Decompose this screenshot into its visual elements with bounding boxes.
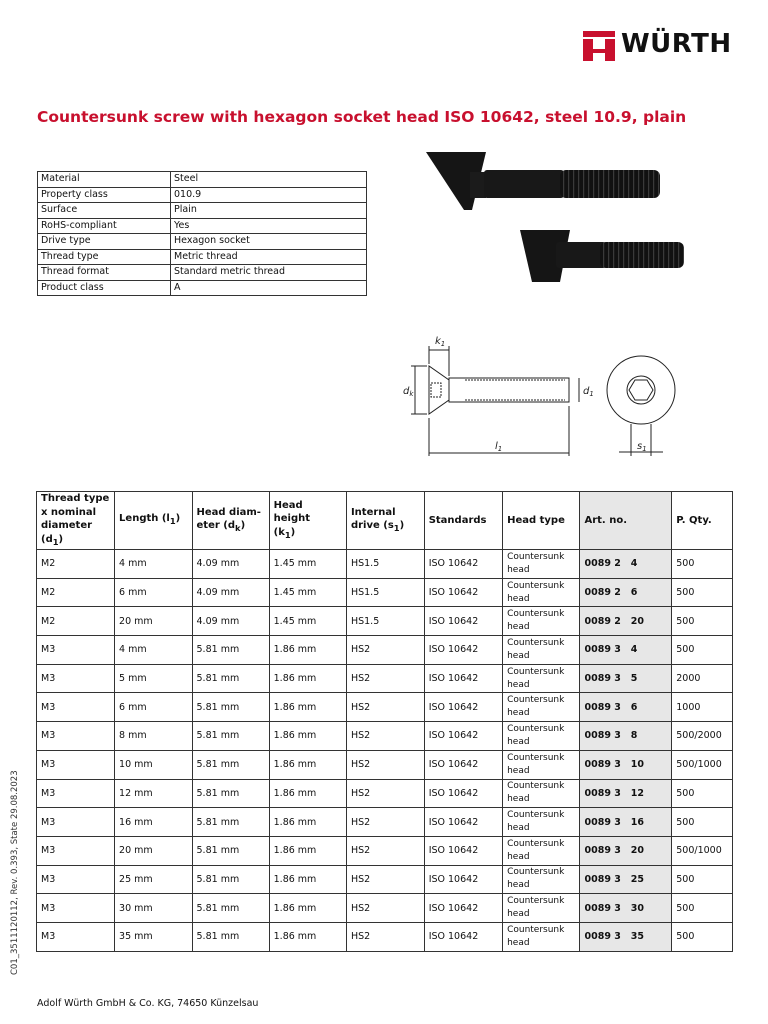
dim-k1-label: $k_1$ [435, 336, 446, 348]
property-row [38, 187, 367, 203]
cell-head-type: Countersunk head [503, 722, 580, 751]
page-title: Countersunk screw with hexagon socket head ISO 10642, steel 10.9, plain [37, 108, 687, 126]
cell-standard: ISO 10642 [424, 922, 502, 951]
cell-head-type: Countersunk head [503, 636, 580, 665]
cell-internal-drive: HS2 [346, 722, 424, 751]
table-row [37, 808, 733, 837]
col-internal-drive: Internal drive $(s_1)$ [346, 492, 424, 550]
cell-length: 4 mm [115, 636, 192, 665]
cell-length: 16 mm [115, 808, 192, 837]
table-row [37, 779, 733, 808]
cell-head-type: Countersunk head [503, 550, 580, 579]
cell-thread: M3 [37, 922, 115, 951]
cell-length: 25 mm [115, 865, 192, 894]
cell-head-type: Countersunk head [503, 607, 580, 636]
cell-length: 30 mm [115, 894, 192, 923]
cell-head-diameter: 5.81 mm [192, 693, 269, 722]
cell-head-diameter: 5.81 mm [192, 865, 269, 894]
cell-head-height: 1.86 mm [269, 722, 346, 751]
cell-standard: ISO 10642 [424, 578, 502, 607]
table-row [37, 922, 733, 951]
cell-head-diameter: 5.81 mm [192, 779, 269, 808]
cell-standard: ISO 10642 [424, 808, 502, 837]
cell-head-height: 1.45 mm [269, 578, 346, 607]
cell-length: 5 mm [115, 664, 192, 693]
cell-head-diameter: 5.81 mm [192, 808, 269, 837]
cell-head-type: Countersunk head [503, 578, 580, 607]
property-row [38, 172, 367, 188]
document-reference: C01_3511120112, Rev. 0.393, State 29.08.2023 [10, 770, 20, 975]
cell-internal-drive: HS2 [346, 808, 424, 837]
cell-standard: ISO 10642 [424, 693, 502, 722]
cell-standard: ISO 10642 [424, 664, 502, 693]
cell-head-height: 1.86 mm [269, 636, 346, 665]
property-row [38, 234, 367, 250]
cell-head-diameter: 5.81 mm [192, 922, 269, 951]
cell-length: 35 mm [115, 922, 192, 951]
table-row [37, 722, 733, 751]
cell-thread: M3 [37, 836, 115, 865]
cell-length: 20 mm [115, 607, 192, 636]
cell-pqty: 500 [672, 607, 733, 636]
cell-art-no: 0089 3 6 [580, 693, 672, 722]
cell-head-type: Countersunk head [503, 693, 580, 722]
cell-thread: M2 [37, 607, 115, 636]
cell-head-type: Countersunk head [503, 922, 580, 951]
cell-length: 20 mm [115, 836, 192, 865]
cell-head-height: 1.86 mm [269, 750, 346, 779]
footer-address: Adolf Würth GmbH & Co. KG, 74650 Künzelsau [37, 998, 259, 1009]
cell-standard: ISO 10642 [424, 722, 502, 751]
table-row [37, 836, 733, 865]
cell-internal-drive: HS2 [346, 894, 424, 923]
property-value: Yes [171, 218, 367, 234]
cell-length: 6 mm [115, 693, 192, 722]
cell-length: 4 mm [115, 550, 192, 579]
cell-head-diameter: 5.81 mm [192, 664, 269, 693]
cell-head-diameter: 5.81 mm [192, 750, 269, 779]
cell-art-no: 0089 3 10 [580, 750, 672, 779]
cell-thread: M3 [37, 808, 115, 837]
cell-thread: M3 [37, 693, 115, 722]
cell-head-type: Countersunk head [503, 894, 580, 923]
cell-head-diameter: 5.81 mm [192, 894, 269, 923]
cell-thread: M2 [37, 578, 115, 607]
cell-standard: ISO 10642 [424, 636, 502, 665]
cell-thread: M3 [37, 894, 115, 923]
cell-pqty: 500 [672, 808, 733, 837]
cell-standard: ISO 10642 [424, 836, 502, 865]
cell-thread: M3 [37, 865, 115, 894]
property-value: A [171, 280, 367, 296]
cell-thread: M3 [37, 636, 115, 665]
cell-standard: ISO 10642 [424, 750, 502, 779]
product-photo [420, 150, 720, 290]
cell-length: 12 mm [115, 779, 192, 808]
cell-thread: M3 [37, 779, 115, 808]
property-key: Thread type [38, 249, 171, 265]
col-art-no: Art. no. [580, 492, 672, 550]
cell-pqty: 500 [672, 865, 733, 894]
cell-head-type: Countersunk head [503, 836, 580, 865]
cell-head-height: 1.86 mm [269, 836, 346, 865]
cell-thread: M3 [37, 750, 115, 779]
col-pqty: P. Qty. [672, 492, 733, 550]
property-value: 010.9 [171, 187, 367, 203]
article-table [36, 491, 733, 952]
dim-dk-label: $d_k$ [403, 386, 414, 398]
property-key: Drive type [38, 234, 171, 250]
cell-head-type: Countersunk head [503, 779, 580, 808]
cell-thread: M3 [37, 722, 115, 751]
cell-pqty: 2000 [672, 664, 733, 693]
cell-internal-drive: HS2 [346, 922, 424, 951]
cell-art-no: 0089 3 5 [580, 664, 672, 693]
cell-thread: M3 [37, 664, 115, 693]
table-row [37, 550, 733, 579]
cell-head-height: 1.86 mm [269, 664, 346, 693]
properties-table [37, 171, 367, 296]
cell-head-height: 1.86 mm [269, 922, 346, 951]
table-header-row [37, 492, 733, 550]
cell-art-no: 0089 3 20 [580, 836, 672, 865]
cell-standard: ISO 10642 [424, 779, 502, 808]
table-row [37, 578, 733, 607]
cell-pqty: 500/1000 [672, 750, 733, 779]
col-head-height: Head height $(k_1)$ [269, 492, 346, 550]
cell-internal-drive: HS2 [346, 664, 424, 693]
property-key: RoHS-compliant [38, 218, 171, 234]
table-row [37, 693, 733, 722]
wurth-logo [583, 28, 733, 66]
property-value: Standard metric thread [171, 265, 367, 281]
property-value: Plain [171, 203, 367, 219]
col-standards: Standards [424, 492, 502, 550]
cell-head-diameter: 4.09 mm [192, 607, 269, 636]
dim-s1-label: $s_1$ [637, 441, 647, 453]
cell-art-no: 0089 3 35 [580, 922, 672, 951]
cell-art-no: 0089 2 20 [580, 607, 672, 636]
table-row [37, 607, 733, 636]
cell-art-no: 0089 3 25 [580, 865, 672, 894]
cell-pqty: 500 [672, 550, 733, 579]
cell-pqty: 500 [672, 578, 733, 607]
cell-internal-drive: HS1.5 [346, 550, 424, 579]
property-row [38, 218, 367, 234]
cell-head-type: Countersunk head [503, 664, 580, 693]
col-length: Length $(l_1)$ [115, 492, 192, 550]
cell-pqty: 500 [672, 779, 733, 808]
property-row [38, 265, 367, 281]
cell-head-diameter: 5.81 mm [192, 636, 269, 665]
cell-art-no: 0089 2 6 [580, 578, 672, 607]
property-key: Product class [38, 280, 171, 296]
col-head-diameter: Head diam- eter $(d_k)$ [192, 492, 269, 550]
cell-pqty: 500/1000 [672, 836, 733, 865]
cell-internal-drive: HS2 [346, 750, 424, 779]
screw-small-image [520, 230, 684, 282]
cell-pqty: 500 [672, 922, 733, 951]
cell-art-no: 0089 2 4 [580, 550, 672, 579]
cell-standard: ISO 10642 [424, 894, 502, 923]
table-row [37, 894, 733, 923]
cell-head-type: Countersunk head [503, 808, 580, 837]
cell-length: 6 mm [115, 578, 192, 607]
property-key: Thread format [38, 265, 171, 281]
table-row [37, 664, 733, 693]
property-value: Steel [171, 172, 367, 188]
property-value: Hexagon socket [171, 234, 367, 250]
cell-head-height: 1.86 mm [269, 865, 346, 894]
table-row [37, 865, 733, 894]
cell-head-height: 1.86 mm [269, 894, 346, 923]
cell-internal-drive: HS2 [346, 693, 424, 722]
cell-head-height: 1.45 mm [269, 550, 346, 579]
cell-internal-drive: HS2 [346, 865, 424, 894]
property-key: Property class [38, 187, 171, 203]
table-row [37, 750, 733, 779]
cell-thread: M2 [37, 550, 115, 579]
table-row [37, 636, 733, 665]
cell-head-type: Countersunk head [503, 750, 580, 779]
cell-head-diameter: 5.81 mm [192, 836, 269, 865]
cell-pqty: 1000 [672, 693, 733, 722]
cell-standard: ISO 10642 [424, 865, 502, 894]
col-thread: Thread type x nominal diameter $(d_1)$ [37, 492, 115, 550]
wurth-logo-mark-icon [583, 31, 615, 61]
property-value: Metric thread [171, 249, 367, 265]
cell-head-height: 1.86 mm [269, 693, 346, 722]
cell-internal-drive: HS1.5 [346, 578, 424, 607]
cell-head-type: Countersunk head [503, 865, 580, 894]
cell-length: 8 mm [115, 722, 192, 751]
technical-drawing [395, 328, 695, 463]
cell-head-height: 1.45 mm [269, 607, 346, 636]
cell-art-no: 0089 3 30 [580, 894, 672, 923]
cell-internal-drive: HS2 [346, 636, 424, 665]
cell-standard: ISO 10642 [424, 550, 502, 579]
cell-internal-drive: HS1.5 [346, 607, 424, 636]
property-key: Surface [38, 203, 171, 219]
cell-head-diameter: 4.09 mm [192, 550, 269, 579]
cell-art-no: 0089 3 16 [580, 808, 672, 837]
cell-art-no: 0089 3 12 [580, 779, 672, 808]
cell-internal-drive: HS2 [346, 836, 424, 865]
cell-pqty: 500/2000 [672, 722, 733, 751]
cell-head-diameter: 5.81 mm [192, 722, 269, 751]
brand-name: WÜRTH [621, 29, 732, 59]
cell-length: 10 mm [115, 750, 192, 779]
cell-art-no: 0089 3 4 [580, 636, 672, 665]
cell-internal-drive: HS2 [346, 779, 424, 808]
cell-head-height: 1.86 mm [269, 779, 346, 808]
property-row [38, 203, 367, 219]
dim-l1-label: $l_1$ [495, 441, 503, 453]
cell-head-height: 1.86 mm [269, 808, 346, 837]
cell-pqty: 500 [672, 894, 733, 923]
screw-large-image [426, 152, 660, 210]
cell-art-no: 0089 3 8 [580, 722, 672, 751]
cell-standard: ISO 10642 [424, 607, 502, 636]
property-row [38, 249, 367, 265]
dim-d1-label: $d_1$ [583, 386, 594, 398]
property-row [38, 280, 367, 296]
cell-pqty: 500 [672, 636, 733, 665]
cell-head-diameter: 4.09 mm [192, 578, 269, 607]
property-key: Material [38, 172, 171, 188]
col-head-type: Head type [503, 492, 580, 550]
